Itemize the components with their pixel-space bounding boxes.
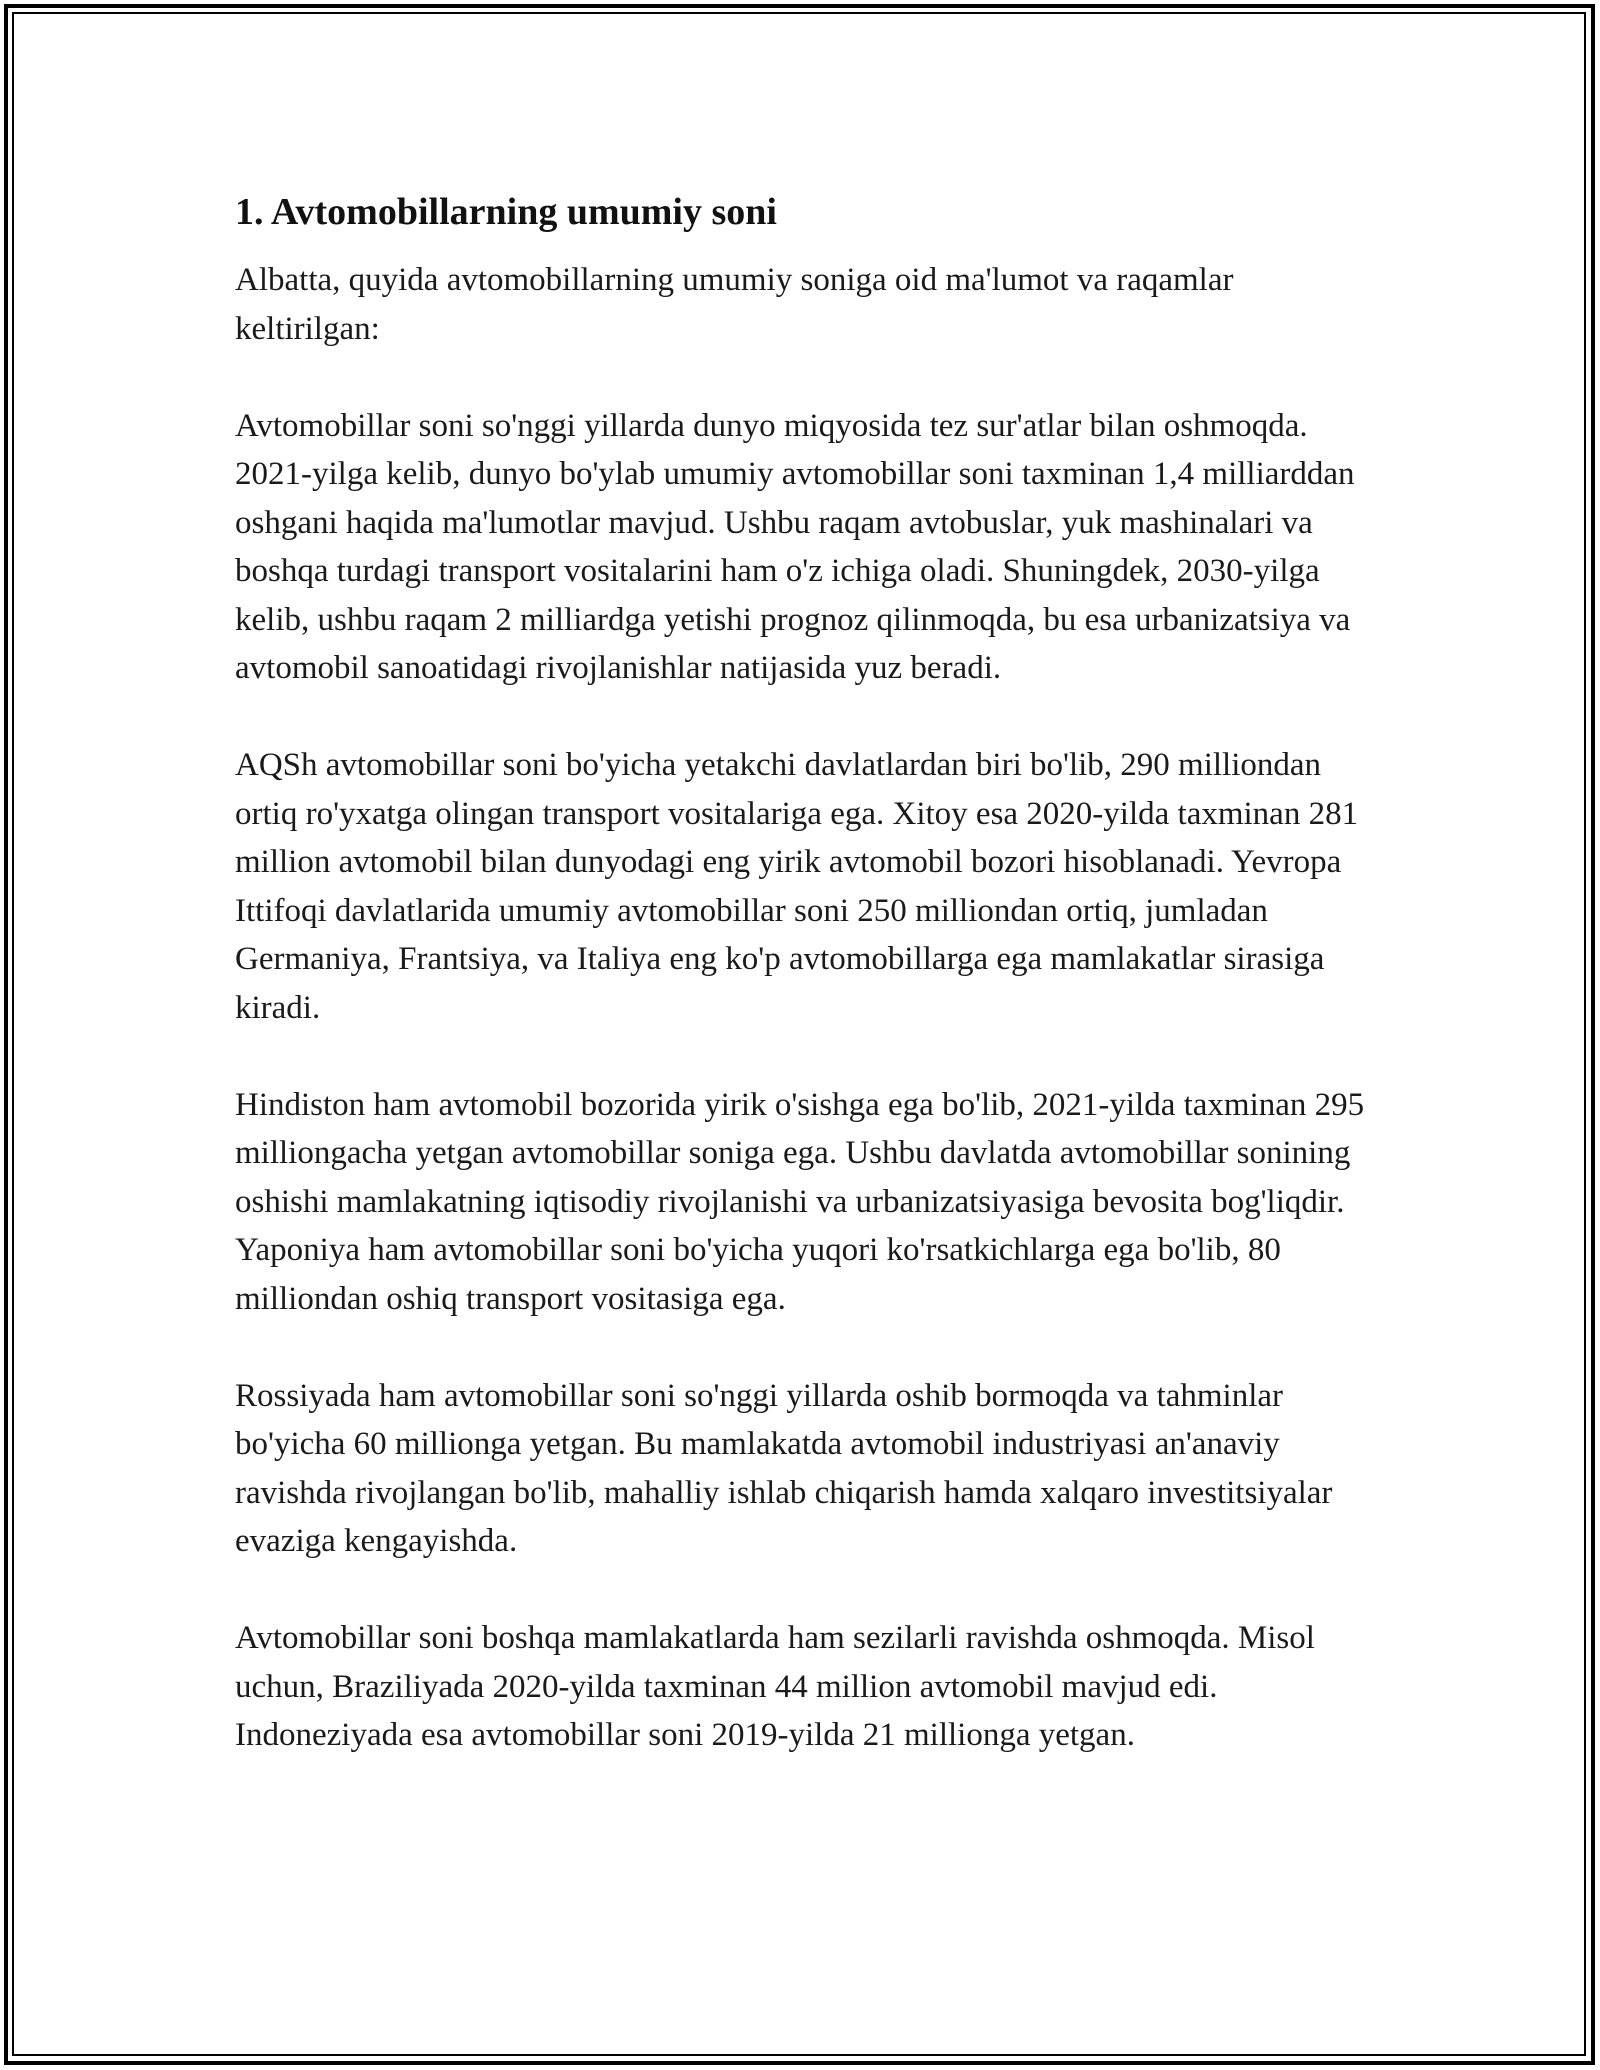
section-heading: 1. Avtomobillarning umumiy soni xyxy=(235,191,777,233)
paragraph-world: Avtomobillar soni so'nggi yillarda dunyo miqyosida tez sur'atlar bilan oshmoqda. 2021-yilga kelib, dunyo bo'ylab umumiy avtomobillar soni taxminan 1,4 milliarddan oshgani haqida ma'lumotlar mavjud. Ushbu raqam avtobuslar, yuk mashinalari va boshqa turdagi transport vositalarini ham o'z ichiga oladi. Shuningdek, 2030-yilga kelib, ushbu raqam 2 milliardga yetishi prognoz qilinmoqda, bu esa urbanizatsiya va avtomobil sanoatidagi rivojlanishlar natijasida yuz beradi. xyxy=(235,407,1355,686)
paragraph-usa-china-eu: AQSh avtomobillar soni bo'yicha yetakchi davlatlardan biri bo'lib, 290 milliondan ortiq ro'yxatga olingan transport vositalariga ega. Xitoy esa 2020-yilda taxminan 281 million avtomobil bilan dunyodagi eng yirik avtomobil bozori hisoblanadi. Yevropa Ittifoqi davlatlarida umumiy avtomobillar soni 250 milliondan ortiq, jumladan Germaniya, Frantsiya, va Italiya eng ko'p avtomobillarga ega mamlakatlar sirasiga kiradi. xyxy=(235,747,1359,1026)
paragraph-india-japan: Hindiston ham avtomobil bozorida yirik o'sishga ega bo'lib, 2021-yilda taxminan 295 milliongacha yetgan avtomobillar soniga ega. Ushbu davlatda avtomobillar sonining oshishi mamlakatning iqtisodiy rivojlanishi va urbanizatsiyasiga bevosita bog'liqdir. Yaponiya ham avtomobillar soni bo'yicha yuqori ko'rsatkichlarga ega bo'lib, 80 milliondan oshiq transport vositasiga ega. xyxy=(235,1086,1365,1317)
paragraph-russia: Rossiyada ham avtomobillar soni so'nggi yillarda oshib bormoqda va tahminlar bo'yicha 60 millionga yetgan. Bu mamlakatda avtomobil industriyasi an'anaviy ravishda rivojlangan bo'lib, mahalliy ishlab chiqarish hamda xalqaro investitsiyalar evaziga kengayishda. xyxy=(235,1377,1333,1559)
paragraph-intro: Albatta, quyida avtomobillarning umumiy soniga oid ma'lumot va raqamlar keltirilgan: xyxy=(235,262,1234,347)
document-body xyxy=(235,188,1365,1808)
paragraph-other-countries: Avtomobillar soni boshqa mamlakatlarda ham sezilarli ravishda oshmoqda. Misol uchun, Braziliyada 2020-yilda taxminan 44 million avtomobil mavjud edi. Indoneziyada esa avtomobillar soni 2019-yilda 21 millionga yetgan. xyxy=(235,1620,1315,1753)
